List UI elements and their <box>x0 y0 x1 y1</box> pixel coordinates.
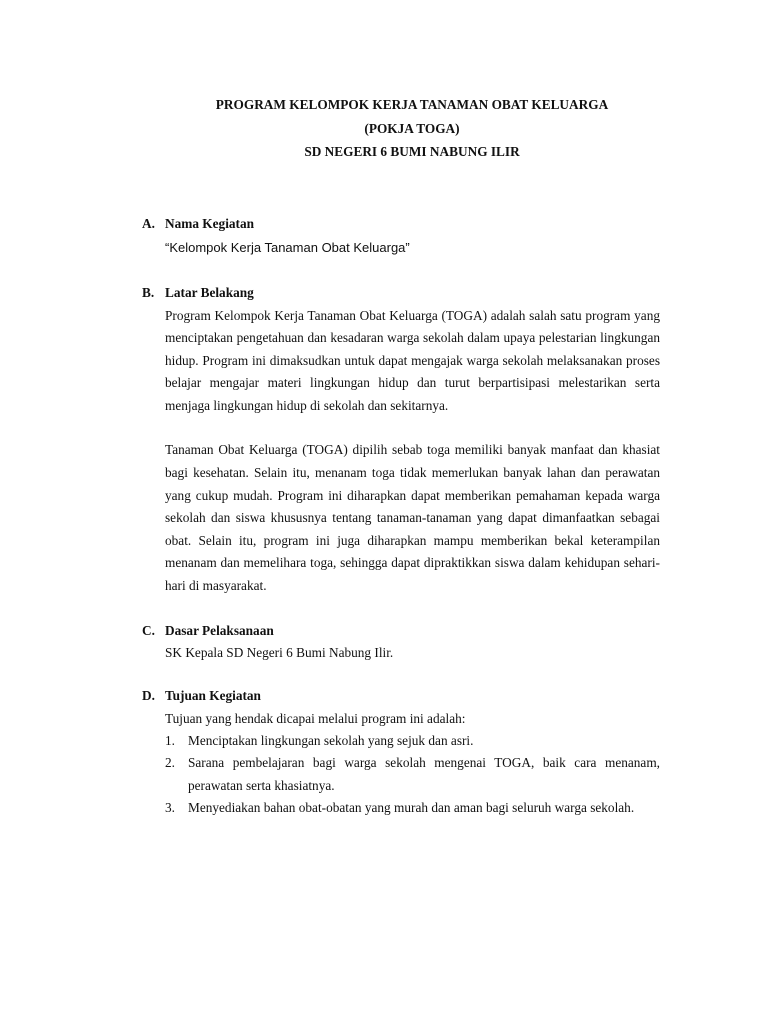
section-dasar-pelaksanaan <box>142 620 660 665</box>
goals-list <box>165 730 660 820</box>
section-letter: B. <box>142 285 155 300</box>
section-body <box>165 708 660 820</box>
implementation-basis: SK Kepala SD Negeri 6 Bumi Nabung Ilir. <box>165 645 394 661</box>
title-line-2: (POKJA TOGA) <box>364 120 460 136</box>
section-letter: A. <box>142 215 155 231</box>
section-heading <box>142 620 660 643</box>
list-item-text: Menyediakan bahan obat-obatan yang murah dan aman bagi seluruh warga sekolah. <box>188 800 635 816</box>
section-heading-text: Nama Kegiatan <box>165 215 255 231</box>
section-nama-kegiatan <box>142 213 660 260</box>
section-heading-text: Dasar Pelaksanaan <box>165 622 274 638</box>
section-latar-belakang <box>142 282 660 598</box>
section-body <box>165 237 660 259</box>
background-paragraph-1: Program Kelompok Kerja Tanaman Obat Keluarga (TOGA) adalah salah satu program yang menciptakan pengetahuan dan kesadaran warga sekolah dalam upaya pelestarian lingkungan hidup. Program ini dimaksudkan untuk dapat mengajak warga sekolah melaksanakan proses belajar mengajar materi lingkungan hidup dan turut berpartisipasi melestarikan serta menjaga lingkungan hidup di sekolah dan sekitarnya. <box>165 307 660 413</box>
section-heading-text: Latar Belakang <box>165 285 254 300</box>
section-heading-text: Tujuan Kegiatan <box>165 688 261 704</box>
list-item-number: 1. <box>165 732 175 748</box>
list-item <box>165 752 660 797</box>
list-item <box>165 797 660 820</box>
section-tujuan-kegiatan <box>142 685 660 820</box>
list-item-number: 2. <box>165 755 175 771</box>
section-heading <box>142 213 660 236</box>
section-letter: D. <box>142 688 155 704</box>
goals-intro: Tujuan yang hendak dicapai melalui program ini adalah: <box>165 710 466 726</box>
title-line-1: PROGRAM KELOMPOK KERJA TANAMAN OBAT KELUARGA <box>215 97 609 112</box>
list-item-text: Sarana pembelajaran bagi warga sekolah mengenai TOGA, baik cara menanam, perawatan serta khasiatnya. <box>188 755 660 793</box>
title-line-3: SD NEGERI 6 BUMI NABUNG ILIR <box>304 144 520 159</box>
section-body <box>165 642 660 664</box>
section-body <box>165 305 660 598</box>
list-item-text: Menciptakan lingkungan sekolah yang sejuk dan asri. <box>188 732 474 748</box>
section-heading <box>142 685 660 708</box>
document-title <box>164 93 660 164</box>
background-paragraph-2: Tanaman Obat Keluarga (TOGA) dipilih sebab toga memiliki banyak manfaat dan khasiat bagi kesehatan. Selain itu, menanam toga tidak memerlukan banyak lahan dan perawatan yang cukup mudah. Program ini diharapkan dapat memberikan pemahaman kepada warga sekolah dan siswa khususnya tentang tanaman-tanaman yang dapat dimanfaatkan sebagai obat. Selain itu, program ini juga diharapkan mampu memberikan bekal keterampilan menanam dan memelihara toga, sehingga dapat dipraktikkan siswa dalam kehidupan sehari-hari di masyarakat. <box>165 442 660 594</box>
activity-name: “Kelompok Kerja Tanaman Obat Keluarga” <box>165 240 410 255</box>
section-heading <box>142 282 660 305</box>
section-letter: C. <box>142 622 155 638</box>
list-item <box>165 730 660 753</box>
list-item-number: 3. <box>165 800 175 816</box>
